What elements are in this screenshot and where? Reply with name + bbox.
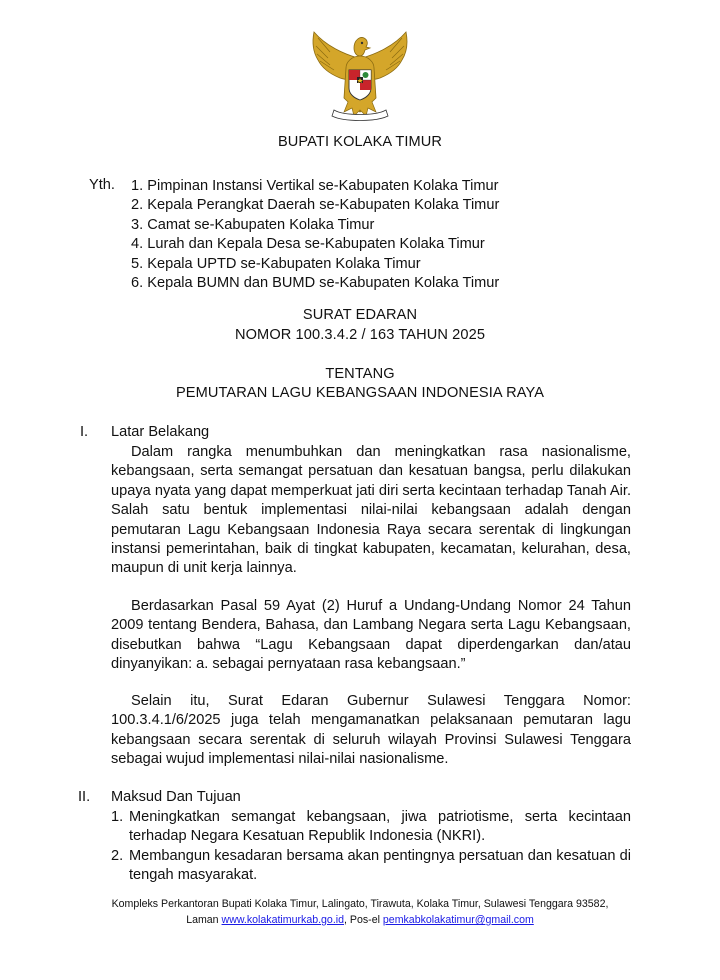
section1-number: I.	[80, 424, 89, 440]
email-link[interactable]: pemkabkolakatimur@gmail.com	[382, 914, 534, 926]
section1-paragraph: Dalam rangka menumbuhkan dan meningkatkan rasa nasionalisme, kebangsaan, serta semangat persatuan dan kesatuan bangsa, perlu dilakukan upaya nyata yang dapat memperkuat jati diri serta kecintaan terhadap Tanah Air. Salah satu bentuk implementasi nilai-nilai kebangsaan adalah dengan pemutaran Lagu Kebangsaan Indonesia Raya secara serentak di lingkungan instansi pemerintahan, baik di tingkat kabupaten, kecamatan, kelurahan, desa, maupun di unit kerja lainnya.	[111, 444, 631, 577]
circular-type: SURAT EDARAN	[302, 307, 418, 323]
section1-paragraph: Berdasarkan Pasal 59 Ayat (2) Huruf a Undang-Undang Nomor 24 Tahun 2009 tentang Bendera, Bahasa, dan Lambang Negara serta Lagu Kebangsaan, disebutkan bahwa “Lagu Kebangsaan dapat diperdengarkan dan/atau dinyanyikan: a. sebagai pernyataan rasa kebangsaan.”	[111, 598, 631, 673]
circular-subject: PEMUTARAN LAGU KEBANGSAAN INDONESIA RAYA	[175, 385, 545, 401]
circular-about-label: TENTANG	[325, 366, 395, 382]
recipients-label: Yth.	[89, 177, 115, 193]
section1-title: Latar Belakang	[111, 424, 210, 440]
website-label: Laman	[186, 914, 219, 926]
footer	[0, 896, 720, 928]
section1-paragraph: Selain itu, Surat Edaran Gubernur Sulawesi Tenggara Nomor: 100.3.4.1/6/2025 juga telah mengamanatkan pelaksanaan pemutaran lagu kebangsaan secara serentak di seluruh wilayah Provinsi Sulawesi Tenggara sebagai wujud implementasi nilai-nilai nasionalisme.	[111, 693, 631, 768]
recipient-item: 6. Kepala BUMN dan BUMD se-Kabupaten Kolaka Timur	[131, 275, 500, 292]
goal-number: 2.	[111, 847, 124, 864]
goals-list	[111, 808, 631, 886]
footer-address: Kompleks Perkantoran Bupati Kolaka Timur, Lalingato, Tirawuta, Kolaka Timur, Sulawesi Tenggara 93582,	[111, 898, 609, 910]
website-link[interactable]: www.kolakatimurkab.go.id	[221, 914, 345, 926]
goal-text: Membangun kesadaran bersama akan pentingnya persatuan dan kesatuan di tengah masyarakat.	[129, 847, 631, 884]
footer-contact	[0, 912, 720, 928]
recipient-item: 1. Pimpinan Instansi Vertikal se-Kabupaten Kolaka Timur	[131, 178, 499, 194]
circular-number: NOMOR 100.3.4.2 / 163 TAHUN 2025	[234, 327, 486, 343]
letterhead-title: BUPATI KOLAKA TIMUR	[277, 134, 443, 150]
goal-number: 1.	[111, 809, 124, 825]
recipient-item: 5. Kepala UPTD se-Kabupaten Kolaka Timur	[131, 255, 421, 272]
section2-title: Maksud Dan Tujuan	[111, 789, 241, 805]
recipient-item: 2. Kepala Perangkat Daerah se-Kabupaten Kolaka Timur	[131, 197, 500, 214]
email-label: , Pos-el	[344, 914, 380, 926]
goal-text: Meningkatkan semangat kebangsaan, jiwa patriotisme, serta kecintaan terhadap Negara Kesatuan Republik Indonesia (NKRI).	[129, 809, 631, 845]
recipient-item: 4. Lurah dan Kepala Desa se-Kabupaten Kolaka Timur	[131, 236, 485, 253]
recipient-item: 3. Camat se-Kabupaten Kolaka Timur	[131, 216, 375, 233]
recipients-list	[131, 177, 499, 293]
garuda-emblem-icon	[304, 28, 416, 126]
goal-item	[111, 847, 631, 886]
section2-number: II.	[78, 789, 91, 805]
goal-item	[111, 808, 631, 847]
